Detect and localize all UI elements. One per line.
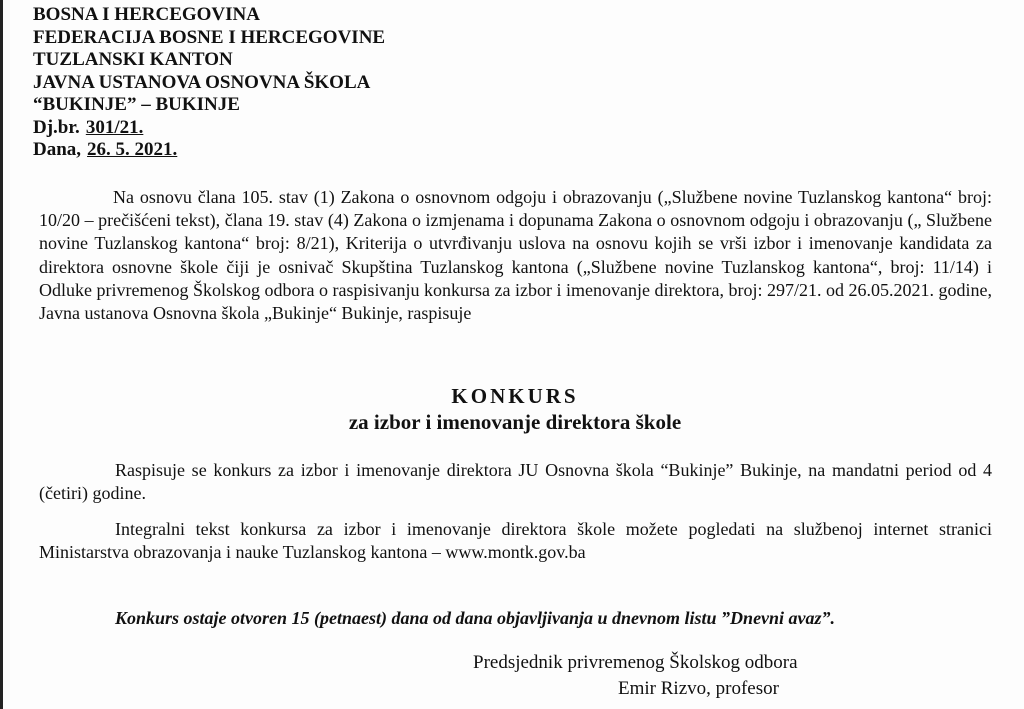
deadline-paragraph: Konkurs ostaje otvoren 15 (petnaest) dana od dana objavljivanja u dnevnom listu ”Dnevni avaz”. [115, 608, 836, 628]
header-school-name: “BUKINJE” – BUKINJE [33, 94, 240, 115]
header-canton: TUZLANSKI KANTON [33, 49, 233, 70]
date-label: Dana, [33, 139, 82, 160]
header-federation: FEDERACIJA BOSNE I HERCEGOVINE [33, 26, 386, 48]
reference-number-label: Dj.br. [33, 116, 80, 138]
date-line [33, 139, 385, 162]
website-paragraph: Integralni tekst konkursa za izbor i imenovanje direktora škole možete pogledati na službenoj internet stranici Ministarstva obrazovanja i nauke Tuzlanskog kantona – www.montk.gov.ba [39, 519, 992, 563]
document-subtitle: za izbor i imenovanje direktora škole [348, 410, 682, 434]
announcement-paragraph: Raspisuje se konkurs za izbor i imenovanje direktora JU Osnovna škola “Bukinje” Bukinje, na mandatni period od 4 (četiri) godine. [39, 460, 992, 504]
date-value: 26. 5. 2021. [87, 139, 178, 160]
signature-role: Predsjednik privremenog Školskog odbora [473, 652, 798, 673]
reference-number-value: 301/21. [85, 116, 144, 138]
header-country: BOSNA I HERCEGOVINA [33, 4, 260, 25]
reference-number-line [33, 117, 385, 140]
document-title: KONKURS [451, 384, 579, 408]
signature-name: Emir Rizvo, profesor [618, 678, 779, 699]
header-institution: JAVNA USTANOVA OSNOVNA ŠKOLA [33, 71, 371, 93]
intro-paragraph: Na osnovu člana 105. stav (1) Zakona o osnovnom odgoju i obrazovanju („Službene novine Tuzlanskog kantona“ broj: 10/20 – prečišćeni tekst), člana 19. stav (4) Zakona o izmjenama i dopunama Zakona o osnovnom odgoju i obrazovanju („ Službene novine Tuzlanskog kantona“ broj: 8/21), Kriterija o utvrđivanju uslova na osnovu kojih se vrši izbor i imenovanje kandidata za direktora osnovne škole čiji je osnivač Skupština Tuzlanskog kantona („Službene novine Tuzlanskog kantona“, broj: 11/14) i Odluke privremenog Školskog odbora o raspisivanju konkursa za izbor i imenovanje direktora, broj: 297/21. od 26.05.2021. godine, Javna ustanova Osnovna škola „Bukinje“ Bukinje, raspisuje [39, 187, 992, 324]
document-header [33, 4, 385, 162]
